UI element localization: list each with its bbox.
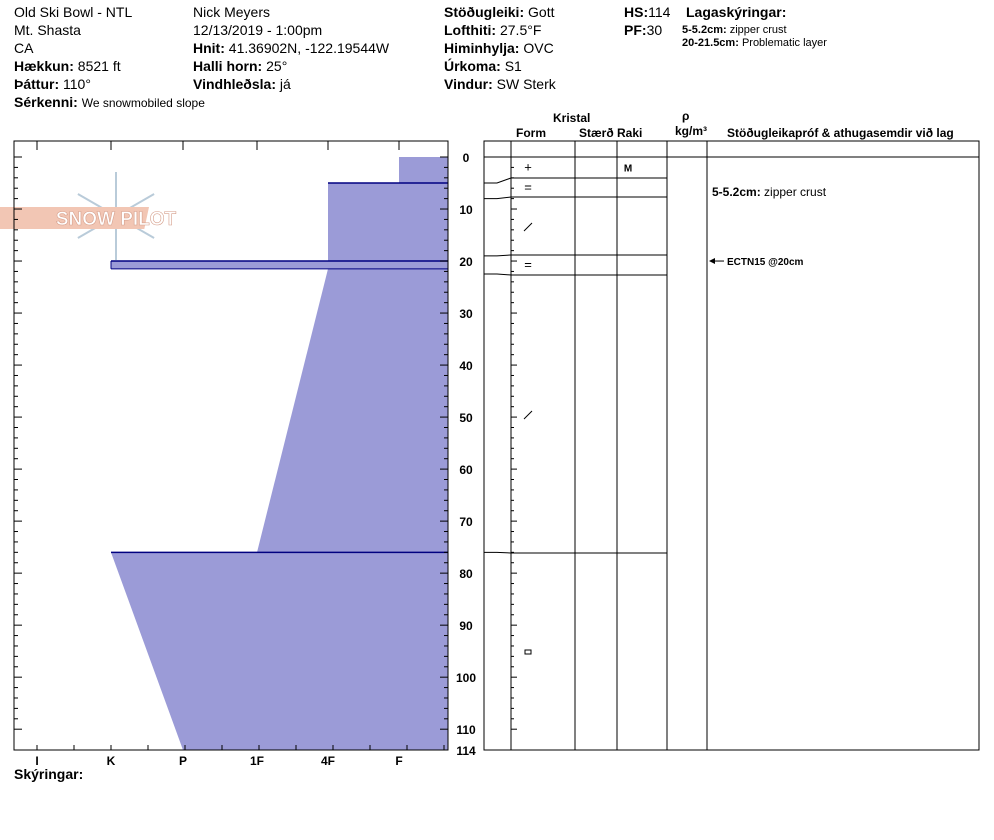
depth-tick-label: 10 [459, 203, 473, 218]
hardness-axis [35, 754, 402, 768]
sky-row: Himinhylja: OVC [444, 40, 554, 56]
logo-text: SNOW PILOT [55, 209, 177, 230]
stability-test-label: ECTN15 @20cm [727, 257, 804, 269]
density-unit: kg/m³ [675, 124, 708, 138]
depth-tick-label: 114 [456, 744, 476, 758]
layer-form-symbol: + [524, 159, 532, 175]
depth-tick-label: 80 [459, 567, 473, 582]
depth-tick-label: 70 [459, 515, 473, 530]
hs-row: HS:114 [624, 4, 671, 20]
grain-form-icon [524, 223, 532, 231]
coords-row: Hnit: 41.36902N, -122.19544W [193, 40, 390, 56]
grain-form-icon [525, 650, 531, 654]
moisture-header: Raki [617, 126, 643, 140]
depth-tick-label: 60 [459, 463, 473, 478]
depth-tick-label: 110 [456, 723, 476, 738]
layer-moisture: M [623, 163, 633, 175]
location-name: Old Ski Bowl - NTL [14, 4, 133, 20]
stability-test-arrowhead [709, 258, 715, 264]
size-header: Stærð [579, 126, 614, 140]
stability-row: Stöðugleiki: Gott [444, 4, 555, 20]
hardness-segment [257, 269, 448, 552]
hardness-segment [328, 183, 448, 261]
depth-tick-label: 0 [462, 151, 470, 165]
depth-tick-label: 30 [459, 307, 473, 322]
hardness-tick-label: 4F [320, 754, 336, 768]
depth-tick-label: 100 [455, 671, 477, 686]
aspect-row: Þáttur: 110° [14, 76, 91, 92]
features-row: Sérkenni: We snowmobiled slope [14, 94, 205, 110]
air-temp-row: Lofthiti: 27.5°F [444, 22, 542, 38]
hardness-segment [111, 552, 448, 750]
pf-row: PF:30 [624, 22, 663, 38]
depth-tick-label: 90 [459, 619, 473, 634]
grain-form-icon [524, 411, 532, 419]
wind-row: Vindur: SW Sterk [444, 76, 556, 92]
hardness-segment [111, 261, 448, 269]
table-border [484, 141, 979, 750]
legend-item: 20-21.5cm: Problematic layer [682, 37, 827, 49]
depth-tick-label: 20 [459, 255, 473, 270]
depth-tick-label: 40 [459, 359, 473, 374]
hardness-tick-label: 1F [249, 754, 265, 768]
layer-connector [484, 255, 511, 256]
hardness-tick-label: K [106, 754, 116, 768]
state-name: CA [14, 40, 34, 56]
layer-connector [484, 197, 511, 199]
crystal-header: Kristal [553, 111, 591, 125]
legend-title: Lagaskýringar: [686, 4, 787, 20]
layer-form-symbol: = [524, 257, 532, 272]
range-name: Mt. Shasta [14, 22, 81, 38]
legend-item: 5-5.2cm: zipper crust [682, 24, 787, 36]
observer-name: Nick Meyers [193, 4, 271, 20]
hardness-tick-label: P [178, 754, 188, 768]
hardness-profile-area [111, 157, 448, 750]
observation-datetime: 12/13/2019 - 1:00pm [193, 22, 323, 38]
layer-connector [484, 178, 511, 183]
layer-table [484, 141, 979, 750]
layer-connector [484, 274, 511, 275]
wind-loading-row: Vindhleðsla: já [193, 76, 291, 92]
form-header: Form [516, 126, 546, 140]
layer-form-symbol: = [524, 179, 532, 195]
snowpilot-logo [0, 172, 177, 260]
layer-connector [484, 552, 511, 553]
slope-row: Halli horn: 25° [193, 58, 288, 74]
notes-label: Skýringar: [14, 766, 84, 782]
density-symbol: ρ [682, 109, 690, 123]
layer-note: 5-5.2cm: zipper crust [712, 185, 827, 199]
hardness-segment [399, 157, 448, 183]
comments-header: Stöðugleikapróf & athugasemdir við lag [727, 126, 954, 140]
elevation-row: Hækkun: 8521 ft [14, 58, 121, 74]
hardness-tick-label: F [395, 754, 403, 768]
precip-row: Úrkoma: S1 [444, 58, 522, 74]
hardness-tick-label: I [35, 754, 39, 768]
depth-tick-label: 50 [459, 411, 473, 426]
